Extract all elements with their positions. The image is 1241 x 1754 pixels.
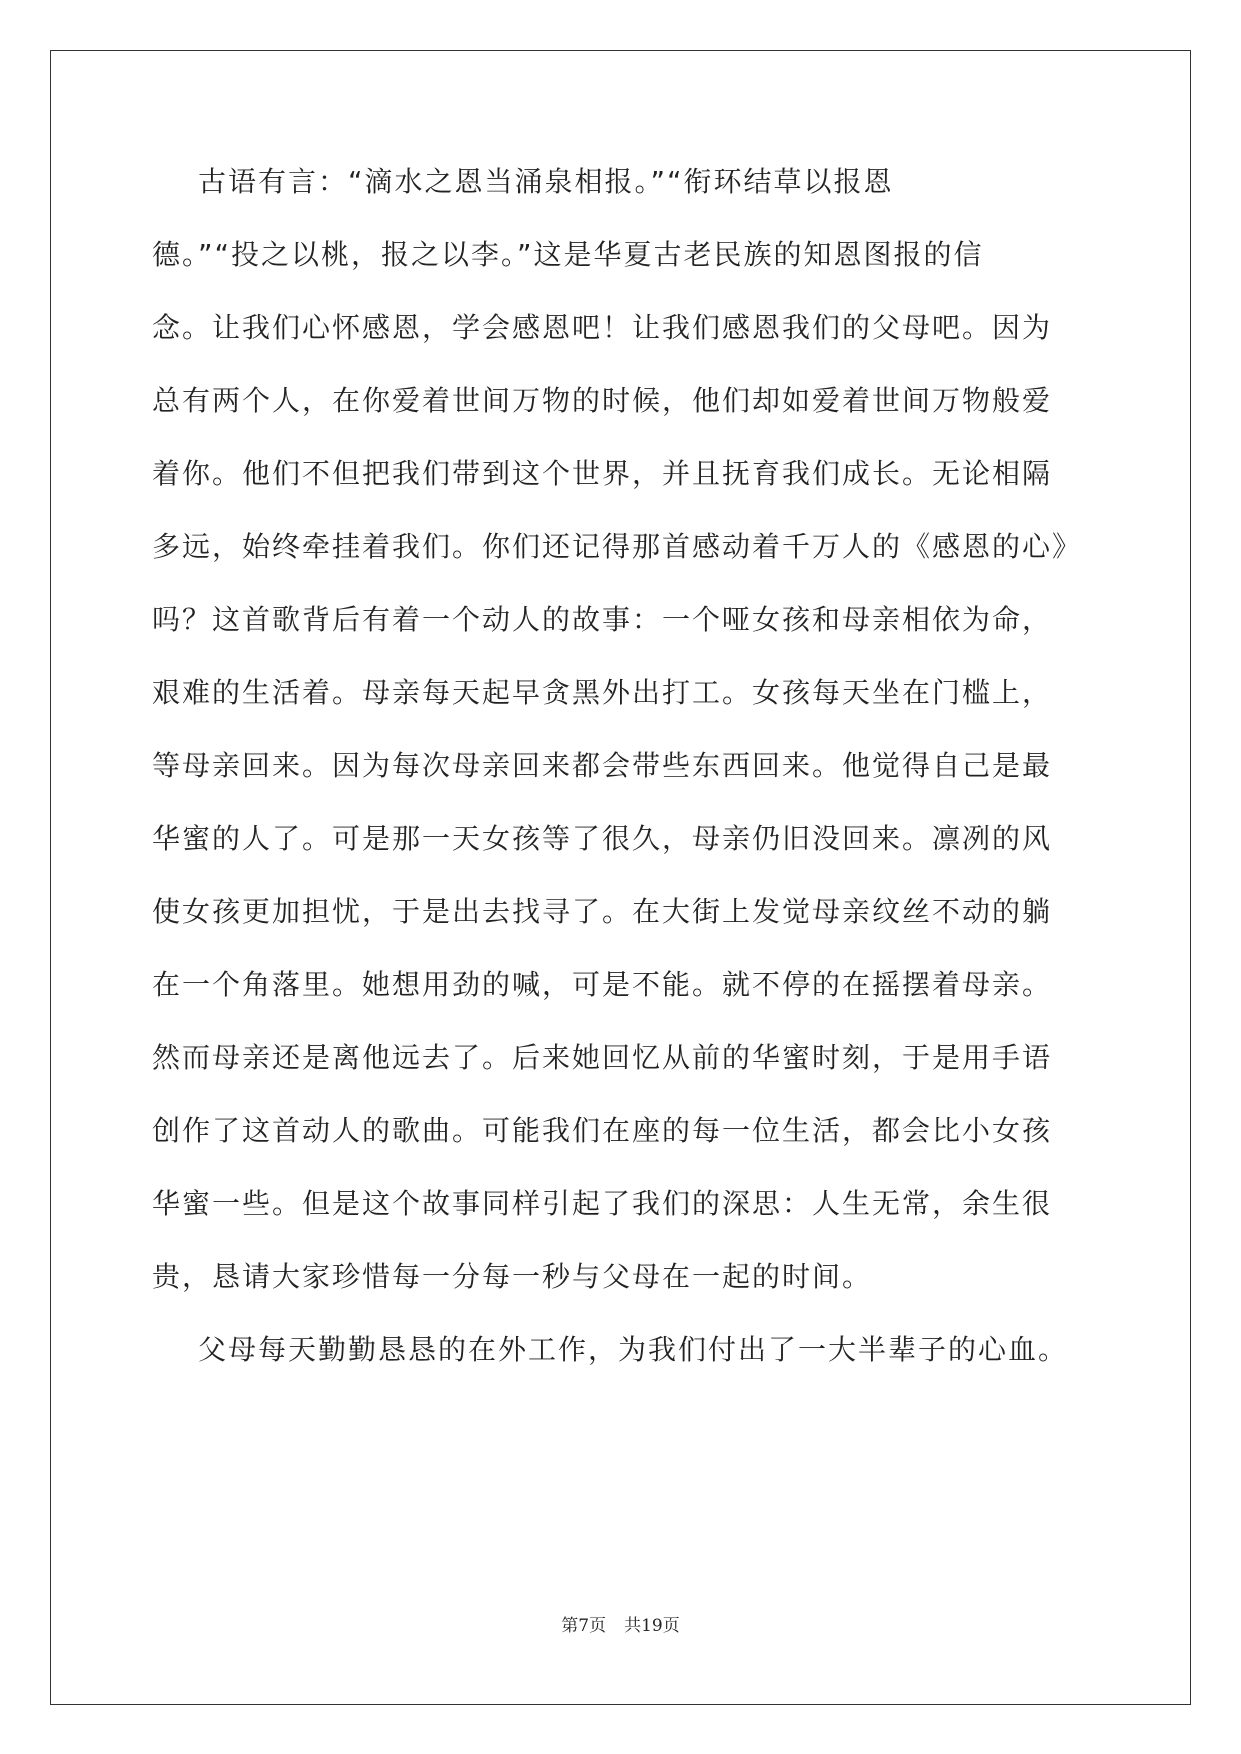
paragraph-1-line-5: 着你。他们不但把我们带到这个世界，并且抚育我们成长。无论相隔 [152,457,1053,490]
paragraph-1-line-11: 使女孩更加担忧，于是出去找寻了。在大街上发觉母亲纹丝不动的躺 [152,895,1053,928]
paragraph-1-line-9: 等母亲回来。因为每次母亲回来都会带些东西回来。他觉得自己是最 [152,749,1053,782]
paragraph-1-line-14: 创作了这首动人的歌曲。可能我们在座的每一位生活，都会比小女孩 [152,1114,1053,1147]
paragraph-2-line-1: 父母每天勤勤恳恳的在外工作，为我们付出了一大半辈子的心血。 [198,1333,1069,1366]
paragraph-1-line-10: 华蜜的人了。可是那一天女孩等了很久，母亲仍旧没回来。凛冽的风 [152,822,1053,855]
paragraph-1-line-13: 然而母亲还是离他远去了。后来她回忆从前的华蜜时刻，于是用手语 [152,1041,1053,1074]
paragraph-1-line-15: 华蜜一些。但是这个故事同样引起了我们的深思：人生无常，余生很 [152,1187,1053,1220]
paragraph-1-line-12: 在一个角落里。她想用劲的喊，可是不能。就不停的在摇摆着母亲。 [152,968,1053,1001]
page-footer [0,1614,1241,1638]
paragraph-1-line-7: 吗？这首歌背后有着一个动人的故事：一个哑女孩和母亲相依为命， [152,603,1053,636]
paragraph-1-line-3: 念。让我们心怀感恩，学会感恩吧！让我们感恩我们的父母吧。因为 [152,311,1053,344]
paragraph-1-line-1: 古语有言：“滴水之恩当涌泉相报。”“衔环结草以报恩 [198,165,894,198]
paragraph-1-line-4: 总有两个人，在你爱着世间万物的时候，他们却如爱着世间万物般爱 [152,384,1053,417]
page-number: 第7页 [561,1616,607,1636]
paragraph-1-line-6: 多远，始终牵挂着我们。你们还记得那首感动着千万人的《感恩的心》 [152,530,1083,563]
paragraph-1-line-16: 贵，恳请大家珍惜每一分每一秒与父母在一起的时间。 [152,1260,873,1293]
paragraph-1-line-2: 德。”“投之以桃，报之以李。”这是华夏古老民族的知恩图报的信 [152,238,984,271]
page-border [50,50,1191,1705]
page-total: 共19页 [624,1616,680,1636]
paragraph-1-line-8: 艰难的生活着。母亲每天起早贪黑外出打工。女孩每天坐在门槛上， [152,676,1053,709]
